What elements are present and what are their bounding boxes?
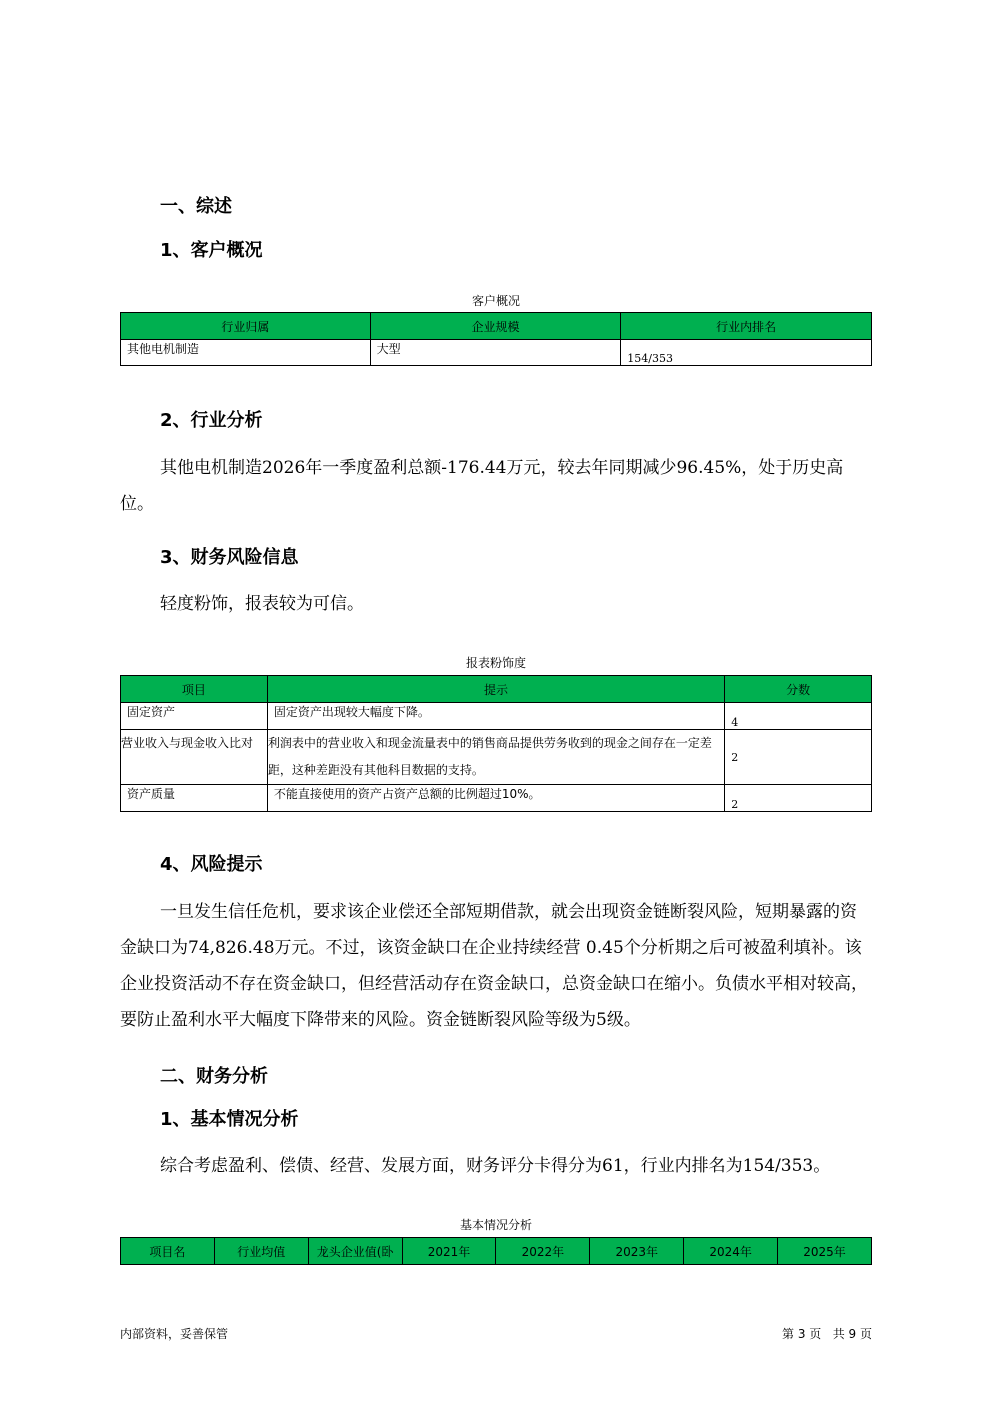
risk-warning-text: 一旦发生信任危机，要求该企业偿还全部短期借款，就会出现资金链断裂风险，短期暴露的资金缺口为74,826.48万元。不过，该资金缺口在企业持续经营 0.45个分析期之后可被盈利填补。该企业投资活动不存在资金缺口，但经营活动存在资金缺口，总资金缺口在缩小。负债水平相对较高，要防止盈利水平大幅度下降带来的风险。资金链断裂风险等级为5级。 [120, 902, 868, 1030]
table-row [121, 703, 872, 730]
table-row [121, 785, 872, 812]
customer-table [120, 312, 872, 366]
basic-header-2025: 2025年 [778, 1238, 872, 1265]
whitewash-hint: 利润表中的营业收入和现金流量表中的销售商品提供劳务收到的现金之间存在一定差距，这种差距没有其他科目数据的支持。 [267, 730, 724, 785]
whitewash-hint: 不能直接使用的资产占资产总额的比例超过10%。 [267, 785, 724, 812]
customer-cell-rank: 154/353 [621, 340, 872, 366]
section-1-3-title: 3、财务风险信息 [160, 547, 299, 568]
customer-cell-industry: 其他电机制造 [121, 340, 371, 366]
section-1-4-title: 4、风险提示 [160, 854, 263, 875]
basic-table-caption: 基本情况分析 [459, 1218, 532, 1232]
basic-analysis-text: 综合考虑盈利、偿债、经营、发展方面，财务评分卡得分为61，行业内排名为154/353。 [160, 1156, 831, 1176]
basic-header-2022: 2022年 [496, 1238, 590, 1265]
section-2-title: 二、财务分析 [160, 1066, 268, 1087]
section-1-title: 一、综述 [160, 196, 232, 217]
basic-table [120, 1237, 872, 1265]
customer-header-rank: 行业内排名 [621, 313, 872, 340]
basic-header-2023: 2023年 [590, 1238, 684, 1265]
basic-header-item: 项目名 [121, 1238, 215, 1265]
basic-header-leader: 龙头企业值(卧 [308, 1238, 402, 1265]
section-1-2-title: 2、行业分析 [160, 410, 263, 431]
footer-left: 内部资料，妥善保管 [120, 1327, 229, 1341]
section-1-1-title: 1、客户概况 [160, 240, 263, 261]
section-2-1-title: 1、基本情况分析 [160, 1109, 299, 1130]
table-row [121, 730, 872, 785]
whitewash-item: 固定资产 [121, 703, 268, 730]
whitewash-score: 2 [725, 730, 872, 785]
customer-header-industry: 行业归属 [121, 313, 371, 340]
industry-analysis-text: 其他电机制造2026年一季度盈利总额-176.44万元，较去年同期减少96.45%，处于历史高位。 [120, 458, 844, 514]
whitewash-header-score: 分数 [725, 676, 872, 703]
whitewash-item: 营业收入与现金收入比对 [121, 730, 268, 785]
customer-table-caption: 客户概况 [471, 294, 520, 308]
customer-cell-scale: 大型 [370, 340, 621, 366]
whitewash-item: 资产质量 [121, 785, 268, 812]
whitewash-score: 4 [725, 703, 872, 730]
basic-header-2024: 2024年 [684, 1238, 778, 1265]
basic-header-industry-avg: 行业均值 [214, 1238, 308, 1265]
whitewash-table-caption: 报表粉饰度 [465, 656, 526, 670]
footer-page-number: 第 3 页 共 9 页 [782, 1327, 872, 1341]
whitewash-header-hint: 提示 [267, 676, 724, 703]
whitewash-header-item: 项目 [121, 676, 268, 703]
basic-header-2021: 2021年 [402, 1238, 496, 1265]
customer-header-scale: 企业规模 [370, 313, 621, 340]
whitewash-hint: 固定资产出现较大幅度下降。 [267, 703, 724, 730]
whitewash-table [120, 675, 872, 812]
risk-info-text: 轻度粉饰，报表较为可信。 [160, 594, 364, 614]
whitewash-score: 2 [725, 785, 872, 812]
